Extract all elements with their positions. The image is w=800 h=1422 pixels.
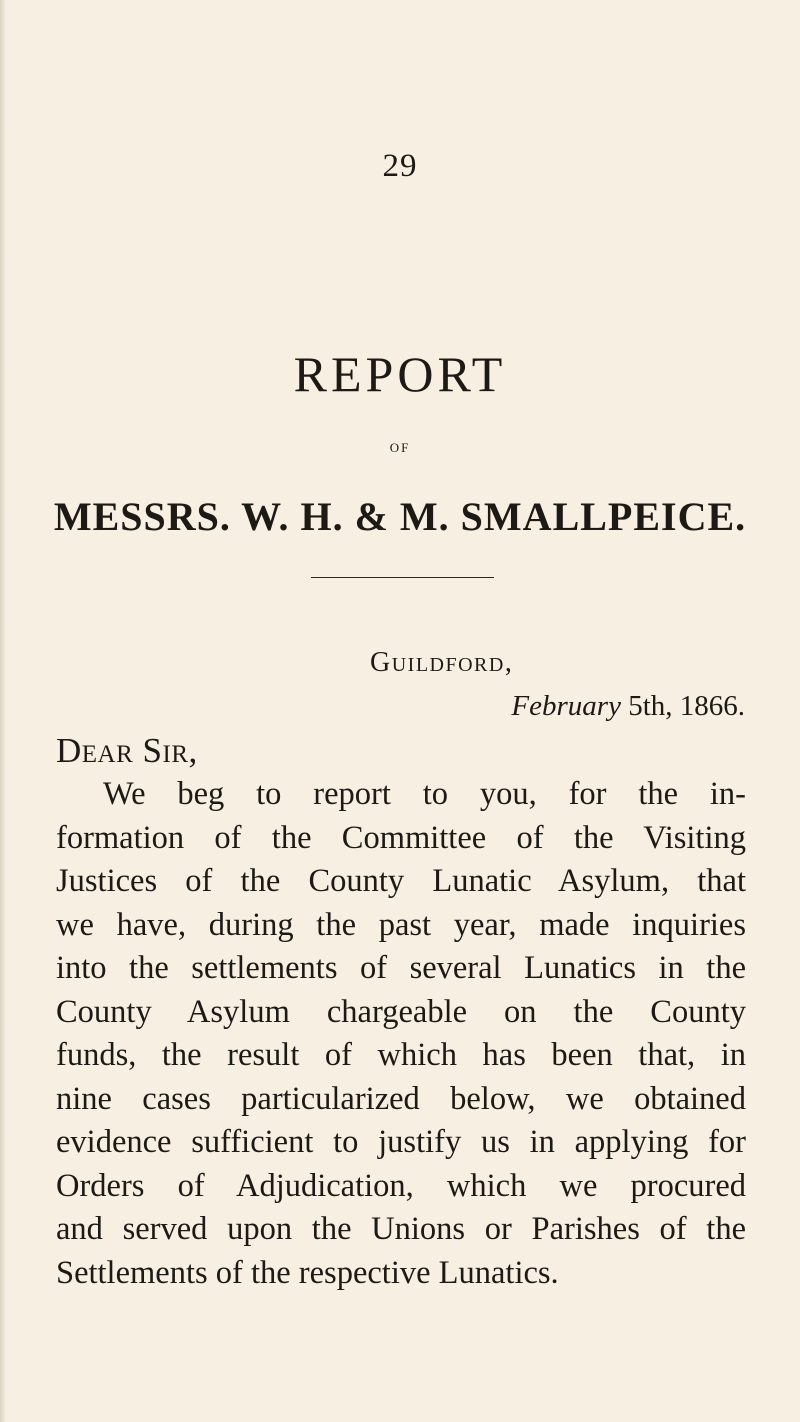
page-number: 29 xyxy=(382,148,418,184)
body-line: Settlements of the respective Lunatics. xyxy=(56,1254,559,1291)
body-line: and served upon the Unions or Parishes of the xyxy=(56,1211,746,1247)
date-day-year: 5th, 1866. xyxy=(620,690,745,722)
title-connector: OF xyxy=(389,440,411,455)
letter-body xyxy=(56,773,746,1295)
body-line: County Asylum chargeable on the County xyxy=(56,993,746,1030)
body-line: into the settlements of several Lunatics in the xyxy=(56,950,746,986)
letter-place: Guildford, xyxy=(370,647,514,678)
body-line: formation of the Committee of the Visiting xyxy=(56,819,746,856)
report-title: REPORT xyxy=(293,346,507,402)
body-line: funds, the result of which has been that, in xyxy=(56,1037,746,1073)
page-edge-shadow xyxy=(0,0,6,1422)
body-line: evidence sufficient to justify us in applying for xyxy=(56,1124,746,1160)
report-authors: MESSRS. W. H. & M. SMALLPEICE. xyxy=(53,494,747,539)
date-month: February xyxy=(511,690,621,722)
body-line: Orders of Adjudication, which we procured xyxy=(56,1167,746,1204)
letter-salutation: Dear Sir, xyxy=(56,731,198,770)
body-line: Justices of the County Lunatic Asylum, that xyxy=(56,863,746,899)
letter-date xyxy=(511,690,745,723)
body-line: nine cases particularized below, we obtained xyxy=(56,1080,746,1117)
body-line: We beg to report to you, for the in- xyxy=(103,776,746,812)
section-divider xyxy=(311,577,494,578)
body-line: we have, during the past year, made inquiries xyxy=(56,906,746,943)
